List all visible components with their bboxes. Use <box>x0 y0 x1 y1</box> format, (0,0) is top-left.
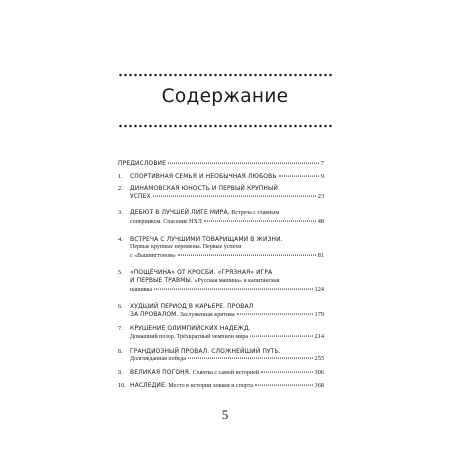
dot-leader <box>279 175 319 176</box>
dot-leader <box>154 288 313 289</box>
toc-page: 9 <box>320 172 324 180</box>
toc-subtitle: Первые крупные перемены. Первые успехи <box>130 244 242 251</box>
toc-subtitle: Заслуженная критика <box>178 311 235 318</box>
dot-leader <box>250 336 312 337</box>
toc-page: 214 <box>314 332 324 340</box>
toc-page: 124 <box>314 285 324 293</box>
dot-leader <box>168 163 319 164</box>
toc-number: 5. <box>118 269 123 277</box>
toc-heading: ПРЕДИСЛОВИЕ <box>118 160 167 167</box>
dot-leader <box>237 313 313 314</box>
toc-entry[interactable] <box>118 269 324 294</box>
toc-entry[interactable] <box>118 185 324 200</box>
toc-page: 48 <box>317 217 324 225</box>
toc-entry[interactable] <box>118 209 324 226</box>
toc-heading: ДИНАМОВСКАЯ ЮНОСТЬ И ПЕРВЫЙ КРУПНЫЙ <box>130 185 278 193</box>
toc-heading: УСПЕХ <box>130 192 151 200</box>
toc-page: 7 <box>320 160 324 167</box>
toc-entry[interactable] <box>118 236 324 261</box>
toc-page: 255 <box>314 355 324 363</box>
dot-leader <box>255 385 312 386</box>
toc-page: 23 <box>317 192 324 200</box>
toc-heading: ВСТРЕЧА С ЛУЧШИМИ ТОВАРИЩАМИ В ЖИЗНИ. <box>130 235 283 243</box>
toc-heading: ВЕЛИКАЯ ПОГОНЯ. <box>130 368 192 376</box>
toc-entry[interactable] <box>118 369 324 378</box>
toc-number: 2. <box>118 185 123 193</box>
toc-number: 4. <box>118 235 123 243</box>
toc-number: 10. <box>118 382 126 390</box>
toc-number: 1. <box>118 172 123 180</box>
toc-entry[interactable] <box>118 348 324 364</box>
toc-heading: ДЕБЮТ В ЛУЧШЕЙ ЛИГЕ МИРА. <box>130 209 230 217</box>
toc-page: 179 <box>314 310 324 318</box>
toc-number: 9. <box>118 368 123 376</box>
dot-leader <box>153 195 316 196</box>
toc-number: 3. <box>118 209 123 217</box>
toc-heading: ХУДШИЙ ПЕРИОД В КАРЬЕРЕ. ПРОВАЛ <box>130 303 254 311</box>
toc-subtitle: соперником. Спасение НХЛ <box>130 218 202 225</box>
toc-subtitle: Домашний позор. Трёхкратный чемпион мира <box>130 333 249 340</box>
toc-entry[interactable] <box>118 325 324 341</box>
toc-heading: СПОРТИВНАЯ СЕМЬЯ И НЕОБЫЧНАЯ ЛЮБОВЬ <box>130 172 277 180</box>
toc-number: 7. <box>118 325 123 333</box>
toc-heading: НАСЛЕДИЕ. <box>130 382 167 390</box>
page-number: 5 <box>221 407 229 422</box>
toc-subtitle: «Русская машина» и капитанская <box>192 277 280 284</box>
table-of-contents <box>118 160 324 391</box>
toc-subtitle: нашивка <box>130 286 153 293</box>
toc-subtitle: Место в истории хоккея и спорта <box>166 383 254 390</box>
toc-entry[interactable] <box>118 382 324 391</box>
toc-heading: КРУШЕНИЕ ОЛИМПИЙСКИХ НАДЕЖД. <box>130 325 251 333</box>
toc-subtitle: Схватка с самой историей <box>191 369 260 376</box>
dotted-rule-top <box>118 73 334 77</box>
toc-page: 81 <box>317 251 324 259</box>
toc-page: 368 <box>314 382 324 390</box>
page-title: Содержание <box>161 86 289 107</box>
toc-number: 6. <box>118 303 123 311</box>
dot-leader <box>188 358 313 359</box>
dot-leader <box>178 254 316 255</box>
toc-heading: «ПОЩЁЧИНА» ОТ КРОСБИ. «ГРЯЗНАЯ» ИГРА <box>130 269 273 277</box>
toc-subtitle: Встреча с главным <box>229 210 280 217</box>
dot-leader <box>204 221 316 222</box>
toc-heading: И ПЕРВЫЕ ТРАВМЫ. <box>130 276 193 284</box>
dotted-rule-bottom <box>118 124 334 128</box>
toc-entry[interactable] <box>118 160 324 168</box>
dot-leader <box>261 371 313 372</box>
toc-entry[interactable] <box>118 173 324 181</box>
toc-entry[interactable] <box>118 303 324 319</box>
toc-heading: ГРАНДИОЗНЫЙ ПРОВАЛ. СЛОЖНЕЙШИЙ ПУТЬ. <box>130 347 281 355</box>
toc-page: 306 <box>314 368 324 376</box>
toc-heading: ЗА ПРОВАЛОМ. <box>130 310 179 318</box>
toc-subtitle: Долгожданная победа <box>130 356 186 363</box>
toc-number: 8. <box>118 347 123 355</box>
toc-subtitle: с «Вашингтоном» <box>130 252 176 259</box>
